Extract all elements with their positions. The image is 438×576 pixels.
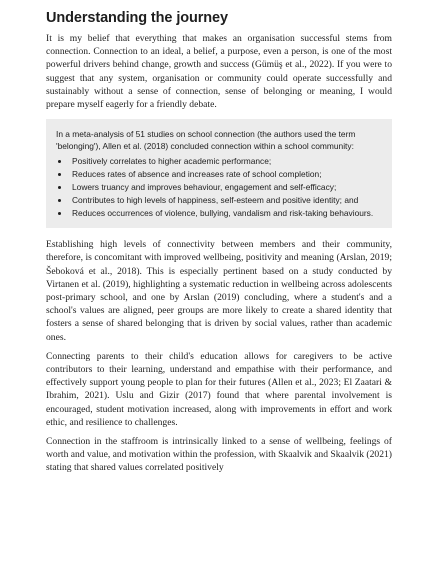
research-callout-box [46,119,392,228]
paragraph-staffroom: Connection in the staffroom is intrinsically linked to a sense of wellbeing, feelings of worth and value, and motivation within the profession, with Skaalvik and Skaalvik (2021) stating that shared values correlated positively [46,436,392,474]
findings-list [56,155,382,219]
paragraph-parents: Connecting parents to their child's education allows for caregivers to be active contributors to their learning, understand and empathise with their performance, and effectively support young people to plan for their futures (Allen et al., 2023; El Zaatari & Ibrahim, 2021). Uslu and Gizir (2017) found that where parental involvement is encouraged, student motivation increased, along with improvements in effort and work ethic, and resilience to challenges. [46,350,392,428]
list-item: • Reduces occurrences of violence, bullying, vandalism and risk-taking behaviours. [70,207,382,219]
paragraph-connectivity: Establishing high levels of connectivity between members and their community, therefore, is concomitant with improved wellbeing, positivity and meaning (Arslan, 2019; Šeboková et al., 2018). This is especially pertinent based on a study conducted by Virtanen et al. (2019), highlighting a systematic reduction in wellbeing across adolescents post-primary school, and one by Arslan (2019) concluding, where a student's and a school's values are aligned, peer groups are more likely to create a shared identity that fosters a sense of shared belonging that is driven by social values, rather than academic ones. [46,239,392,343]
list-item: • Contributes to high levels of happiness, self-esteem and positive identity; and [70,194,382,206]
paragraph-intro: It is my belief that everything that makes an organisation successful stems from connection. Connection to an ideal, a belief, a purpose, even a person, is one of the most powerful drivers behind change, growth and success (Gümüş et al., 2022). If you were to suggest that any system, organisation or community could operate successfully and sustainably without a sense of connection, sense of belonging or meaning, I would prepare myself eagerly for a friendly debate. [46,33,392,111]
callout-intro: In a meta-analysis of 51 studies on school connection (the authors used the term 'belonging'), Allen et al. (2018) concluded connection within a school community: [56,129,356,152]
list-item: • Lowers truancy and improves behaviour, engagement and self-efficacy; [70,181,382,193]
section-heading: Understanding the journey [46,10,228,26]
list-item: • Reduces rates of absence and increases rate of school completion; [70,168,382,180]
list-item: • Positively correlates to higher academic performance; [70,155,382,167]
